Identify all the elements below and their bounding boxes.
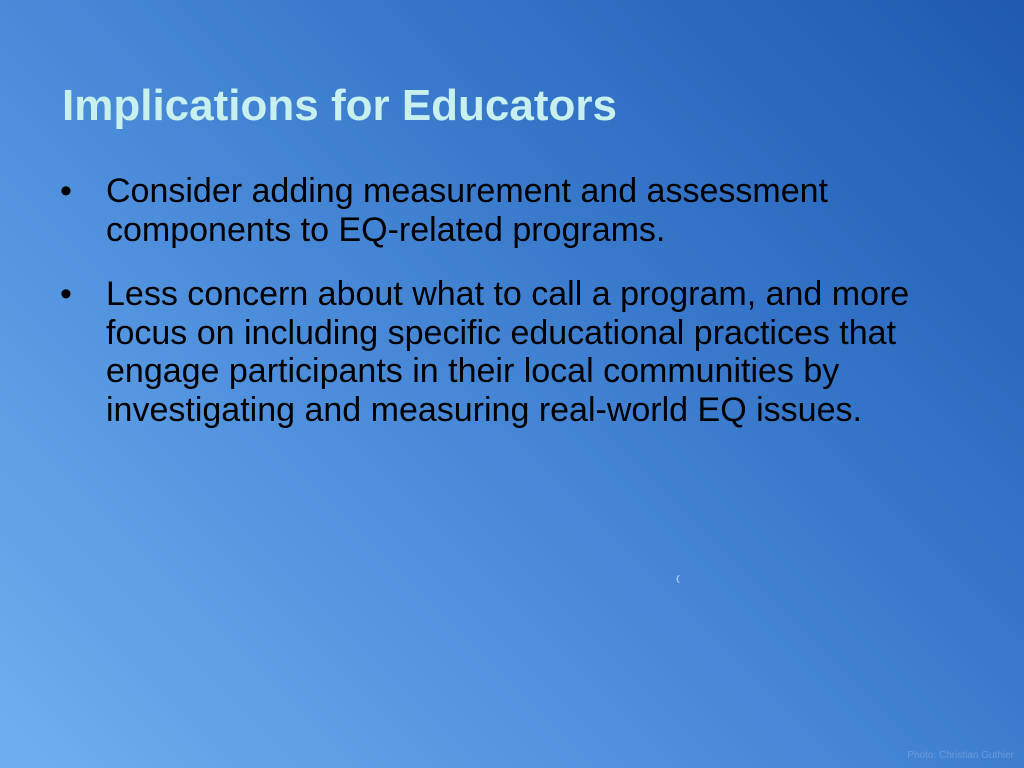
bullet-item [56,275,976,429]
photo-credit: Photo: Christian Guthier [907,750,1014,761]
bullet-list [56,172,976,455]
bullet-text: Consider adding measurement and assessment components to EQ-related programs. [106,172,828,249]
crescent-moon [678,575,684,583]
bullet-item [56,172,976,249]
bullet-marker: • [60,172,72,210]
bullet-marker: • [60,275,72,313]
bullet-text: Less concern about what to call a program, and more focus on including specific educational practices that engage participants in their local communities by investigating and measuring real-world EQ issues. [106,275,910,429]
slide-title: Implications for Educators [62,81,617,130]
